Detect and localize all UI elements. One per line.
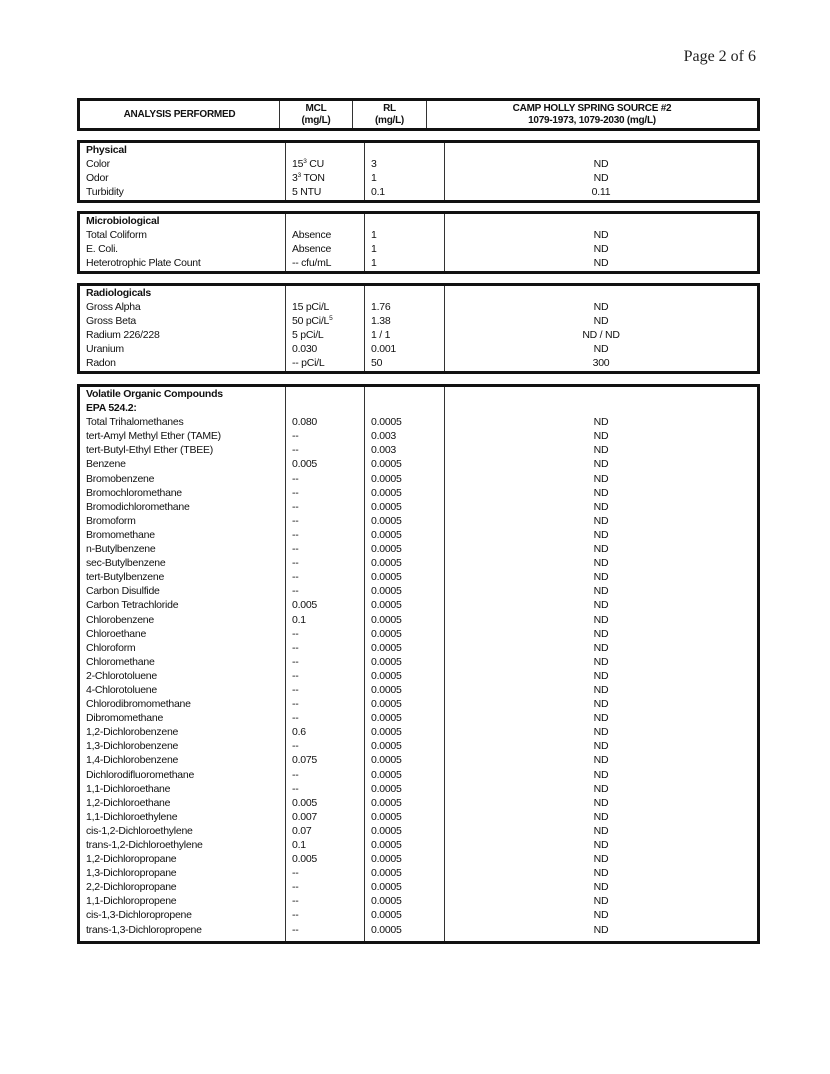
result-value: ND xyxy=(593,683,609,696)
mcl-number: 0.6 xyxy=(292,726,306,739)
result-value: ND xyxy=(593,627,609,640)
mcl-value xyxy=(292,838,364,852)
rl-value: 0.0005 xyxy=(371,514,402,527)
result-value: ND xyxy=(593,895,609,908)
analysis-name: 1,4-Dichlorobenzene xyxy=(86,754,179,767)
mcl-number: -- xyxy=(292,557,299,570)
rl-value: 0.0005 xyxy=(371,881,402,894)
rl-column xyxy=(365,286,445,371)
analysis-name: tert-Butylbenzene xyxy=(86,571,165,584)
analysis-name: 1,1-Dichloropropene xyxy=(86,895,177,908)
mcl-value xyxy=(292,810,364,824)
spacer xyxy=(292,214,364,228)
result-value: ND xyxy=(593,416,609,429)
rl-value: 0.0005 xyxy=(371,571,402,584)
result-value: ND xyxy=(593,698,609,711)
result-value: ND xyxy=(593,599,609,612)
rl-value: 0.0005 xyxy=(371,824,402,837)
mcl-number: -- xyxy=(292,740,299,753)
rl-value: 0.0005 xyxy=(371,641,402,654)
header-rl-line1: RL xyxy=(383,102,396,114)
result-value: ND xyxy=(593,343,609,356)
analysis-name: 4-Chlorotoluene xyxy=(86,683,157,696)
rl-value: 0.0005 xyxy=(371,585,402,598)
result-value: ND xyxy=(593,514,609,527)
header-rl-line2: (mg/L) xyxy=(374,114,405,126)
result-value: ND xyxy=(593,740,609,753)
mcl-number: -- xyxy=(292,782,299,795)
header-analysis: ANALYSIS PERFORMED xyxy=(123,108,236,120)
page-number: Page 2 of 6 xyxy=(683,48,756,65)
analysis-name: Radon xyxy=(86,357,116,370)
mcl-value xyxy=(292,866,364,880)
rl-value: 1 / 1 xyxy=(371,329,391,342)
mcl-number: -- xyxy=(292,768,299,781)
rl-value: 0.0005 xyxy=(371,726,402,739)
mcl-value xyxy=(292,669,364,683)
mcl-value xyxy=(292,300,364,314)
analysis-column xyxy=(80,214,286,271)
mcl-number: -- pCi/L xyxy=(292,357,325,370)
result-value: ND xyxy=(593,754,609,767)
analysis-name: Radium 226/228 xyxy=(86,329,160,342)
mcl-value xyxy=(292,443,364,457)
result-value: ND xyxy=(593,172,609,185)
mcl-number: Absence xyxy=(292,243,332,256)
analysis-name: Bromobenzene xyxy=(86,472,155,485)
mcl-value xyxy=(292,880,364,894)
spacer xyxy=(292,286,364,300)
mcl-value xyxy=(292,514,364,528)
analysis-name: Gross Beta xyxy=(86,315,137,328)
result-value: ND xyxy=(593,768,609,781)
mcl-value xyxy=(292,185,364,199)
rl-value: 0.0005 xyxy=(371,923,402,936)
section-volatile-organic-compounds xyxy=(77,384,760,944)
rl-value: 0.0005 xyxy=(371,810,402,823)
mcl-value xyxy=(292,415,364,429)
mcl-number: 0.1 xyxy=(292,839,306,851)
mcl-number: -- cfu/mL xyxy=(292,257,332,270)
result-value: ND xyxy=(593,557,609,570)
rl-value: 0.0005 xyxy=(371,557,402,570)
mcl-value xyxy=(292,908,364,922)
mcl-value xyxy=(292,570,364,584)
spacer xyxy=(371,387,444,401)
mcl-number: 0.075 xyxy=(292,754,318,767)
result-column xyxy=(445,143,758,200)
rl-value: 0.0005 xyxy=(371,683,402,696)
mcl-number: -- xyxy=(292,867,299,880)
rl-value: 0.0005 xyxy=(371,895,402,908)
mcl-value xyxy=(292,472,364,486)
result-value: ND xyxy=(593,257,609,270)
analysis-name: 1,3-Dichloropropane xyxy=(86,867,177,880)
spacer xyxy=(371,286,444,300)
rl-value: 1 xyxy=(371,229,377,242)
result-value: ND xyxy=(593,229,609,242)
mcl-number: -- xyxy=(292,641,299,654)
mcl-value xyxy=(292,500,364,514)
mcl-value xyxy=(292,641,364,655)
analysis-name: 1,1-Dichloroethylene xyxy=(86,810,178,823)
section-title: Microbiological xyxy=(86,215,160,227)
mcl-number: 3 xyxy=(292,172,298,185)
rl-value: 3 xyxy=(371,158,377,171)
analysis-column xyxy=(80,286,286,371)
result-value: ND xyxy=(593,853,609,866)
mcl-value xyxy=(292,711,364,725)
mcl-number: -- xyxy=(292,909,299,922)
analysis-name: Chloroform xyxy=(86,641,136,654)
header-mcl-line1: MCL xyxy=(305,102,327,114)
result-column xyxy=(445,286,758,371)
result-value: ND xyxy=(593,585,609,598)
result-value: ND xyxy=(593,444,609,457)
mcl-number: Absence xyxy=(292,229,332,242)
analysis-name: Carbon Disulfide xyxy=(86,585,160,598)
mcl-number: 0.007 xyxy=(292,810,318,823)
spacer xyxy=(371,214,444,228)
result-value: ND xyxy=(593,867,609,880)
analysis-name: Chloromethane xyxy=(86,655,155,668)
mcl-number: -- xyxy=(292,543,299,556)
analysis-name: Odor xyxy=(86,172,109,185)
mcl-column xyxy=(286,214,365,271)
analysis-name: trans-1,3-Dichloropropene xyxy=(86,923,202,936)
rl-value: 0.0005 xyxy=(371,528,402,541)
mcl-column xyxy=(286,143,365,200)
rl-value: 0.0005 xyxy=(371,500,402,513)
analysis-name: Chloroethane xyxy=(86,627,147,640)
mcl-number: 5 NTU xyxy=(292,186,322,199)
analysis-name: Carbon Tetrachloride xyxy=(86,599,179,612)
header-rl xyxy=(353,101,427,128)
result-value: ND xyxy=(593,839,609,851)
rl-value: 1 xyxy=(371,257,377,270)
mcl-value xyxy=(292,768,364,782)
mcl-value xyxy=(292,528,364,542)
mcl-number: -- xyxy=(292,669,299,682)
mcl-value xyxy=(292,852,364,866)
analysis-name: 2,2-Dichloropropane xyxy=(86,881,177,894)
section-title: Radiologicals xyxy=(86,287,152,299)
rl-value: 0.0005 xyxy=(371,754,402,767)
mcl-number: -- xyxy=(292,571,299,584)
mcl-value xyxy=(292,894,364,908)
mcl-value xyxy=(292,739,364,753)
mcl-number: 0.005 xyxy=(292,853,318,866)
mcl-number: -- xyxy=(292,528,299,541)
rl-value: 0.0005 xyxy=(371,853,402,866)
analysis-name: Color xyxy=(86,158,110,171)
rl-value: 0.0005 xyxy=(371,712,402,725)
mcl-number: -- xyxy=(292,895,299,908)
mcl-number: 15 pCi/L xyxy=(292,301,330,314)
result-value: ND xyxy=(593,655,609,668)
rl-value: 0.0005 xyxy=(371,740,402,753)
result-value: 300 xyxy=(592,357,610,370)
spacer xyxy=(445,401,757,415)
rl-column xyxy=(365,214,445,271)
mcl-value xyxy=(292,824,364,838)
mcl-number: 0.005 xyxy=(292,599,318,612)
result-value: ND xyxy=(593,486,609,499)
rl-value: 0.0005 xyxy=(371,472,402,485)
rl-value: 0.003 xyxy=(371,430,397,443)
mcl-value xyxy=(292,457,364,471)
result-value: ND xyxy=(593,824,609,837)
analysis-name: 1,3-Dichlorobenzene xyxy=(86,740,179,753)
mcl-number: -- xyxy=(292,500,299,513)
mcl-unit: TON xyxy=(300,172,325,185)
result-value: ND xyxy=(593,810,609,823)
mcl-number: -- xyxy=(292,655,299,668)
mcl-value xyxy=(292,613,364,627)
mcl-number: 0.005 xyxy=(292,796,318,809)
rl-value: 1.76 xyxy=(371,301,391,314)
mcl-value xyxy=(292,242,364,256)
rl-value: 1.38 xyxy=(371,315,391,328)
spacer xyxy=(445,387,757,401)
mcl-value xyxy=(292,542,364,556)
rl-column xyxy=(365,387,445,941)
analysis-name: Bromodichloromethane xyxy=(86,500,190,513)
mcl-value xyxy=(292,328,364,342)
analysis-name: Uranium xyxy=(86,343,124,356)
header-source-line1: CAMP HOLLY SPRING SOURCE #2 xyxy=(512,102,672,114)
section-radiologicals xyxy=(77,283,760,374)
result-value: ND xyxy=(593,243,609,256)
result-value: ND xyxy=(593,315,609,328)
mcl-value xyxy=(292,627,364,641)
analysis-name: Heterotrophic Plate Count xyxy=(86,257,201,270)
mcl-number: -- xyxy=(292,444,299,457)
analysis-name: sec-Butylbenzene xyxy=(86,557,166,570)
rl-value: 0.0005 xyxy=(371,782,402,795)
analysis-name: Dibromomethane xyxy=(86,712,164,725)
spacer xyxy=(292,387,364,401)
mcl-number: -- xyxy=(292,514,299,527)
mcl-value xyxy=(292,486,364,500)
mcl-number: -- xyxy=(292,627,299,640)
mcl-number: 0.1 xyxy=(292,613,306,626)
mcl-value xyxy=(292,314,364,328)
analysis-column xyxy=(80,387,286,941)
rl-value: 0.001 xyxy=(371,343,397,356)
analysis-name: tert-Amyl Methyl Ether (TAME) xyxy=(86,430,221,443)
mcl-value xyxy=(292,725,364,739)
mcl-number: -- xyxy=(292,712,299,725)
mcl-unit: CU xyxy=(306,158,324,171)
rl-value: 1 xyxy=(371,243,377,256)
mcl-number: -- xyxy=(292,430,299,443)
rl-value: 0.0005 xyxy=(371,458,402,471)
analysis-name: Bromoform xyxy=(86,514,136,527)
result-value: ND xyxy=(593,430,609,443)
analysis-name: Total Trihalomethanes xyxy=(86,416,184,429)
mcl-value xyxy=(292,655,364,669)
result-value: ND xyxy=(593,158,609,171)
rl-value: 0.0005 xyxy=(371,839,402,851)
mcl-number: -- xyxy=(292,585,299,598)
section-microbiological xyxy=(77,211,760,274)
analysis-name: Chlorobenzene xyxy=(86,613,154,626)
mcl-number: 0.030 xyxy=(292,343,318,356)
header-source-line2: 1079-1973, 1079-2030 (mg/L) xyxy=(528,114,656,126)
analysis-name: Bromomethane xyxy=(86,528,155,541)
rl-value: 0.0005 xyxy=(371,486,402,499)
result-value: ND xyxy=(593,301,609,314)
section-physical xyxy=(77,140,760,203)
mcl-value xyxy=(292,556,364,570)
mcl-number: -- xyxy=(292,683,299,696)
mcl-value xyxy=(292,796,364,810)
result-value: ND xyxy=(593,712,609,725)
analysis-column xyxy=(80,143,286,200)
rl-column xyxy=(365,143,445,200)
mcl-number: -- xyxy=(292,923,299,936)
rl-value: 0.0005 xyxy=(371,655,402,668)
header-mcl xyxy=(280,101,353,128)
mcl-value xyxy=(292,584,364,598)
rl-value: 0.0005 xyxy=(371,768,402,781)
result-value: ND xyxy=(593,458,609,471)
mcl-number: 0.005 xyxy=(292,458,318,471)
result-value: ND xyxy=(593,923,609,936)
result-value: ND / ND xyxy=(582,329,620,342)
result-column xyxy=(445,214,758,271)
analysis-name: E. Coli. xyxy=(86,243,118,256)
mcl-value xyxy=(292,923,364,937)
mcl-footnote: 5 xyxy=(329,315,333,323)
rl-value: 0.0005 xyxy=(371,543,402,556)
result-value: ND xyxy=(593,796,609,809)
section-title: Physical xyxy=(86,144,127,156)
result-value: ND xyxy=(593,500,609,513)
section-subtitle: EPA 524.2: xyxy=(86,402,137,415)
rl-value: 0.003 xyxy=(371,444,397,457)
rl-value: 50 xyxy=(371,357,383,370)
result-value: ND xyxy=(593,528,609,541)
analysis-name: Turbidity xyxy=(86,186,124,199)
mcl-number: -- xyxy=(292,881,299,894)
mcl-value xyxy=(292,228,364,242)
mcl-column xyxy=(286,286,365,371)
analysis-name: cis-1,3-Dichloropropene xyxy=(86,909,192,922)
analysis-name: 1,1-Dichloroethane xyxy=(86,782,171,795)
spacer xyxy=(445,214,757,228)
mcl-number: 0.080 xyxy=(292,416,318,429)
result-value: ND xyxy=(593,543,609,556)
result-value: ND xyxy=(593,641,609,654)
mcl-footnote: 3 xyxy=(297,172,301,180)
spacer xyxy=(292,401,364,415)
rl-value: 0.0005 xyxy=(371,867,402,880)
analysis-name: trans-1,2-Dichloroethylene xyxy=(86,839,203,851)
analysis-name: tert-Butyl-Ethyl Ether (TBEE) xyxy=(86,444,213,457)
analysis-name: 1,2-Dichlorobenzene xyxy=(86,726,179,739)
mcl-value xyxy=(292,256,364,270)
mcl-value xyxy=(292,753,364,767)
mcl-number: 0.07 xyxy=(292,824,312,837)
mcl-number: 50 pCi/L xyxy=(292,315,330,328)
result-value: ND xyxy=(593,571,609,584)
analysis-name: Chlorodibromomethane xyxy=(86,698,191,711)
mcl-column xyxy=(286,387,365,941)
spacer xyxy=(371,143,444,157)
rl-value: 0.0005 xyxy=(371,669,402,682)
mcl-value xyxy=(292,782,364,796)
mcl-number: 5 pCi/L xyxy=(292,329,324,342)
analysis-name: Gross Alpha xyxy=(86,301,141,314)
rl-value: 0.0005 xyxy=(371,627,402,640)
result-value: ND xyxy=(593,881,609,894)
result-value: ND xyxy=(593,909,609,922)
rl-value: 0.0005 xyxy=(371,613,402,626)
header-source xyxy=(427,101,758,128)
rl-value: 0.0005 xyxy=(371,599,402,612)
mcl-value xyxy=(292,356,364,370)
rl-value: 1 xyxy=(371,172,377,185)
rl-value: 0.0005 xyxy=(371,416,402,429)
result-value: 0.11 xyxy=(591,186,611,199)
spacer xyxy=(445,143,757,157)
result-column xyxy=(445,387,758,941)
mcl-value xyxy=(292,683,364,697)
mcl-number: -- xyxy=(292,698,299,711)
spacer xyxy=(445,286,757,300)
section-title: Volatile Organic Compounds xyxy=(86,388,223,400)
rl-value: 0.0005 xyxy=(371,698,402,711)
rl-value: 0.0005 xyxy=(371,796,402,809)
mcl-number: -- xyxy=(292,472,299,485)
mcl-number: 15 xyxy=(292,158,304,171)
result-value: ND xyxy=(593,782,609,795)
mcl-value xyxy=(292,429,364,443)
mcl-footnote: 3 xyxy=(303,158,307,166)
table-header xyxy=(77,98,760,131)
analysis-name: Bromochloromethane xyxy=(86,486,182,499)
mcl-value xyxy=(292,342,364,356)
mcl-number: -- xyxy=(292,486,299,499)
analysis-name: 2-Chlorotoluene xyxy=(86,669,157,682)
result-value: ND xyxy=(593,472,609,485)
analysis-name: Benzene xyxy=(86,458,126,471)
analysis-name: 1,2-Dichloropropane xyxy=(86,853,177,866)
result-value: ND xyxy=(593,669,609,682)
rl-value: 0.1 xyxy=(371,186,385,199)
result-value: ND xyxy=(593,613,609,626)
analysis-name: n-Butylbenzene xyxy=(86,543,156,556)
mcl-value xyxy=(292,697,364,711)
analysis-name: cis-1,2-Dichloroethylene xyxy=(86,824,193,837)
mcl-value xyxy=(292,171,364,185)
analysis-name: 1,2-Dichloroethane xyxy=(86,796,171,809)
header-mcl-line2: (mg/L) xyxy=(301,114,331,126)
analysis-name: Dichlorodifluoromethane xyxy=(86,768,195,781)
analysis-name: Total Coliform xyxy=(86,229,147,242)
spacer xyxy=(292,143,364,157)
spacer xyxy=(371,401,444,415)
result-value: ND xyxy=(593,726,609,739)
rl-value: 0.0005 xyxy=(371,909,402,922)
mcl-value xyxy=(292,157,364,171)
mcl-value xyxy=(292,598,364,612)
